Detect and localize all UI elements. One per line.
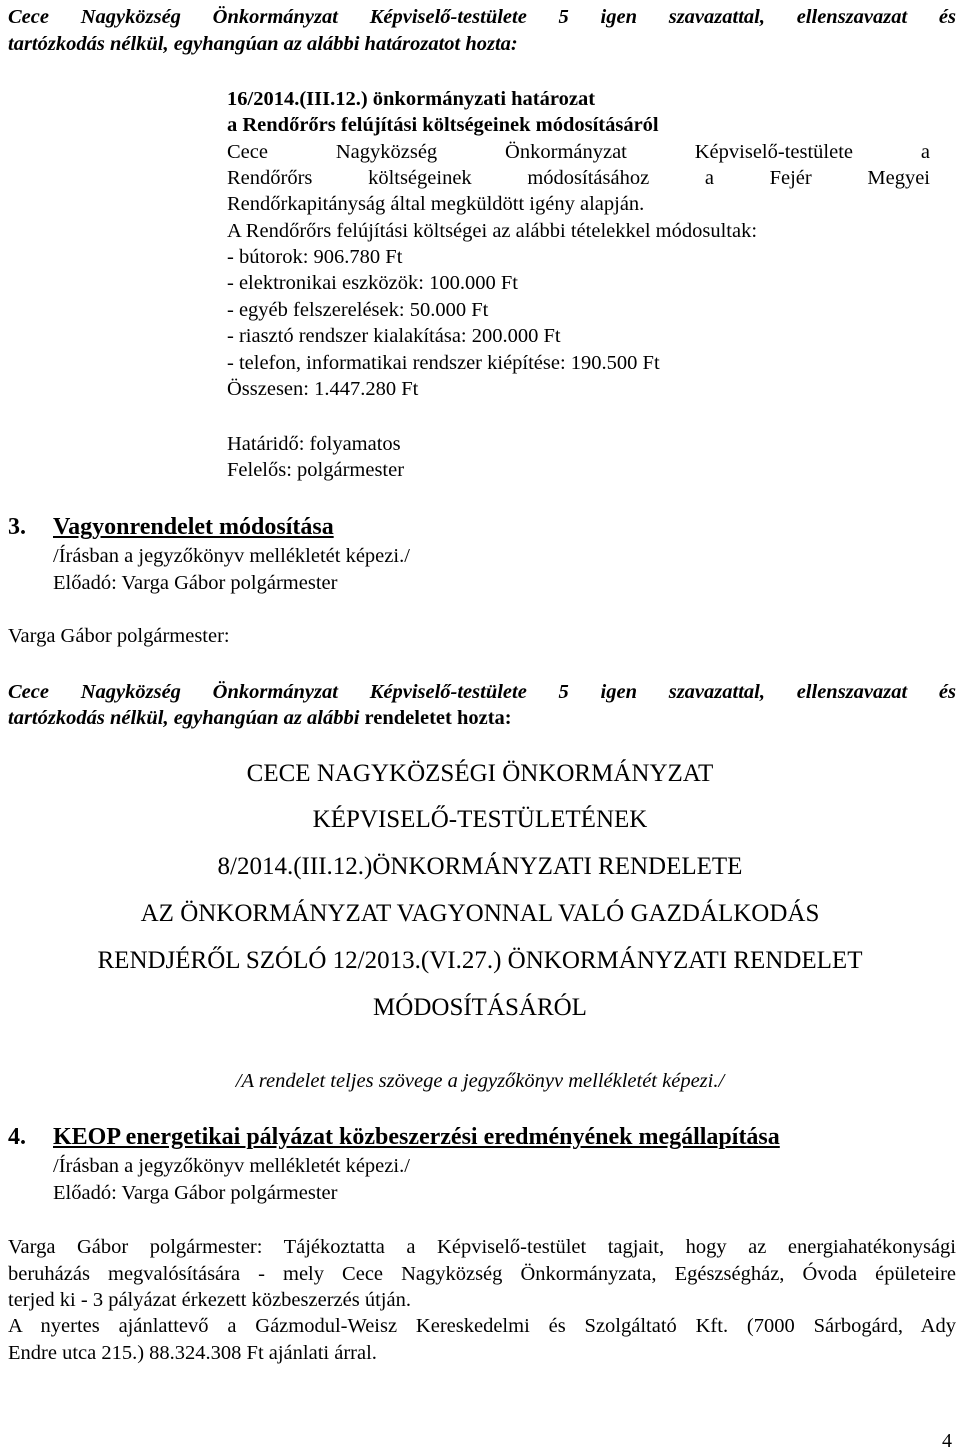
- section-4-attachment: /Írásban a jegyzőkönyv mellékletét képezi./: [53, 1155, 410, 1177]
- intro-resolution-line-2: tartózkodás nélkül, egyhangúan az alábbi határozatot hozta:: [8, 33, 518, 55]
- section-4-number: 4.: [8, 1124, 26, 1150]
- decree-title-line-6: MÓDOSÍTÁSÁRÓL: [373, 994, 587, 1021]
- resolution-items-intro: A Rendőrőrs felújítási költségei az alábbi tételekkel módosultak:: [227, 220, 758, 242]
- resolution-responsible: Felelős: polgármester: [227, 459, 405, 481]
- intro-decree-line-2-italic: tartózkodás nélkül, egyhangúan az alábbi: [8, 707, 360, 729]
- section-4-paragraph-2-line-2: Endre utca 215.) 88.324.308 Ft ajánlati árral.: [8, 1342, 377, 1364]
- intro-decree-line-1: Cece Nagyközség Önkormányzat Képviselő-testülete 5 igen szavazattal, ellenszavazat és: [8, 681, 956, 703]
- section-3-heading: [8, 513, 334, 541]
- decree-title-line-2: KÉPVISELŐ-TESTÜLETÉNEK: [312, 806, 648, 833]
- decree-title-line-1: CECE NAGYKÖZSÉGI ÖNKORMÁNYZAT: [246, 760, 714, 787]
- decree-note: /A rendelet teljes szövege a jegyzőkönyv mellékletét képezi./: [235, 1070, 725, 1092]
- section-3-presenter: Előadó: Varga Gábor polgármester: [53, 572, 338, 594]
- resolution-item: - egyéb felszerelések: 50.000 Ft: [227, 299, 489, 321]
- section-3-attachment: /Írásban a jegyzőkönyv mellékletét képezi./: [53, 545, 410, 567]
- resolution-number: 16/2014.(III.12.) önkormányzati határozat: [227, 88, 596, 110]
- intro-resolution-line-1: Cece Nagyközség Önkormányzat Képviselő-testülete 5 igen szavazattal, ellenszavazat és: [8, 6, 956, 28]
- decree-title-line-5: RENDJÉRŐL SZÓLÓ 12/2013.(VI.27.) ÖNKORMÁNYZATI RENDELET: [97, 947, 863, 974]
- section-3-number: 3.: [8, 514, 26, 540]
- section-3-title: Vagyonrendelet módosítása: [53, 514, 334, 540]
- section-3-speaker: Varga Gábor polgármester:: [8, 625, 230, 647]
- decree-title-line-4: AZ ÖNKORMÁNYZAT VAGYONNAL VALÓ GAZDÁLKODÁS: [140, 900, 820, 927]
- resolution-deadline: Határidő: folyamatos: [227, 433, 401, 455]
- section-4-paragraph-2-line-1: A nyertes ajánlattevő a Gázmodul-Weisz Kereskedelmi és Szolgáltató Kft. (7000 Sárbogárd, Ady: [8, 1315, 956, 1337]
- resolution-body-line-2: Rendőrőrs költségeinek módosításához a Fejér Megyei: [227, 167, 930, 189]
- resolution-total: Összesen: 1.447.280 Ft: [227, 378, 419, 400]
- section-4-paragraph-1-line-1: Varga Gábor polgármester: Tájékoztatta a Képviselő-testület tagjait, hogy az energiahatékonysági: [8, 1236, 956, 1258]
- section-4-paragraph-1-line-2: beruházás megvalósítására - mely Cece Nagyközség Önkormányzata, Egészségház, Óvoda épületeire: [8, 1263, 956, 1285]
- decree-title-line-3: 8/2014.(III.12.)ÖNKORMÁNYZATI RENDELETE: [217, 853, 743, 880]
- resolution-item: - telefon, informatikai rendszer kiépítése: 190.500 Ft: [227, 352, 660, 374]
- page-number: 4: [942, 1430, 952, 1452]
- resolution-item: - elektronikai eszközök: 100.000 Ft: [227, 272, 518, 294]
- resolution-title: a Rendőrőrs felújítási költségeinek módosításáról: [227, 114, 659, 136]
- resolution-item: - riasztó rendszer kialakítása: 200.000 Ft: [227, 325, 561, 347]
- intro-decree-line-2: [8, 705, 956, 731]
- resolution-item: - bútorok: 906.780 Ft: [227, 246, 403, 268]
- section-4-heading: [8, 1123, 780, 1151]
- intro-decree-line-2-rest: rendeletet hozta:: [359, 707, 512, 729]
- resolution-body-line-1: Cece Nagyközség Önkormányzat Képviselő-testülete a: [227, 141, 930, 163]
- section-4-paragraph-1-line-3: terjed ki - 3 pályázat érkezett közbeszerzés útján.: [8, 1289, 411, 1311]
- section-4-title: KEOP energetikai pályázat közbeszerzési eredményének megállapítása: [53, 1124, 780, 1150]
- resolution-body-line-3: Rendőrkapitányság által megküldött igény alapján.: [227, 193, 645, 215]
- section-4-presenter: Előadó: Varga Gábor polgármester: [53, 1182, 338, 1204]
